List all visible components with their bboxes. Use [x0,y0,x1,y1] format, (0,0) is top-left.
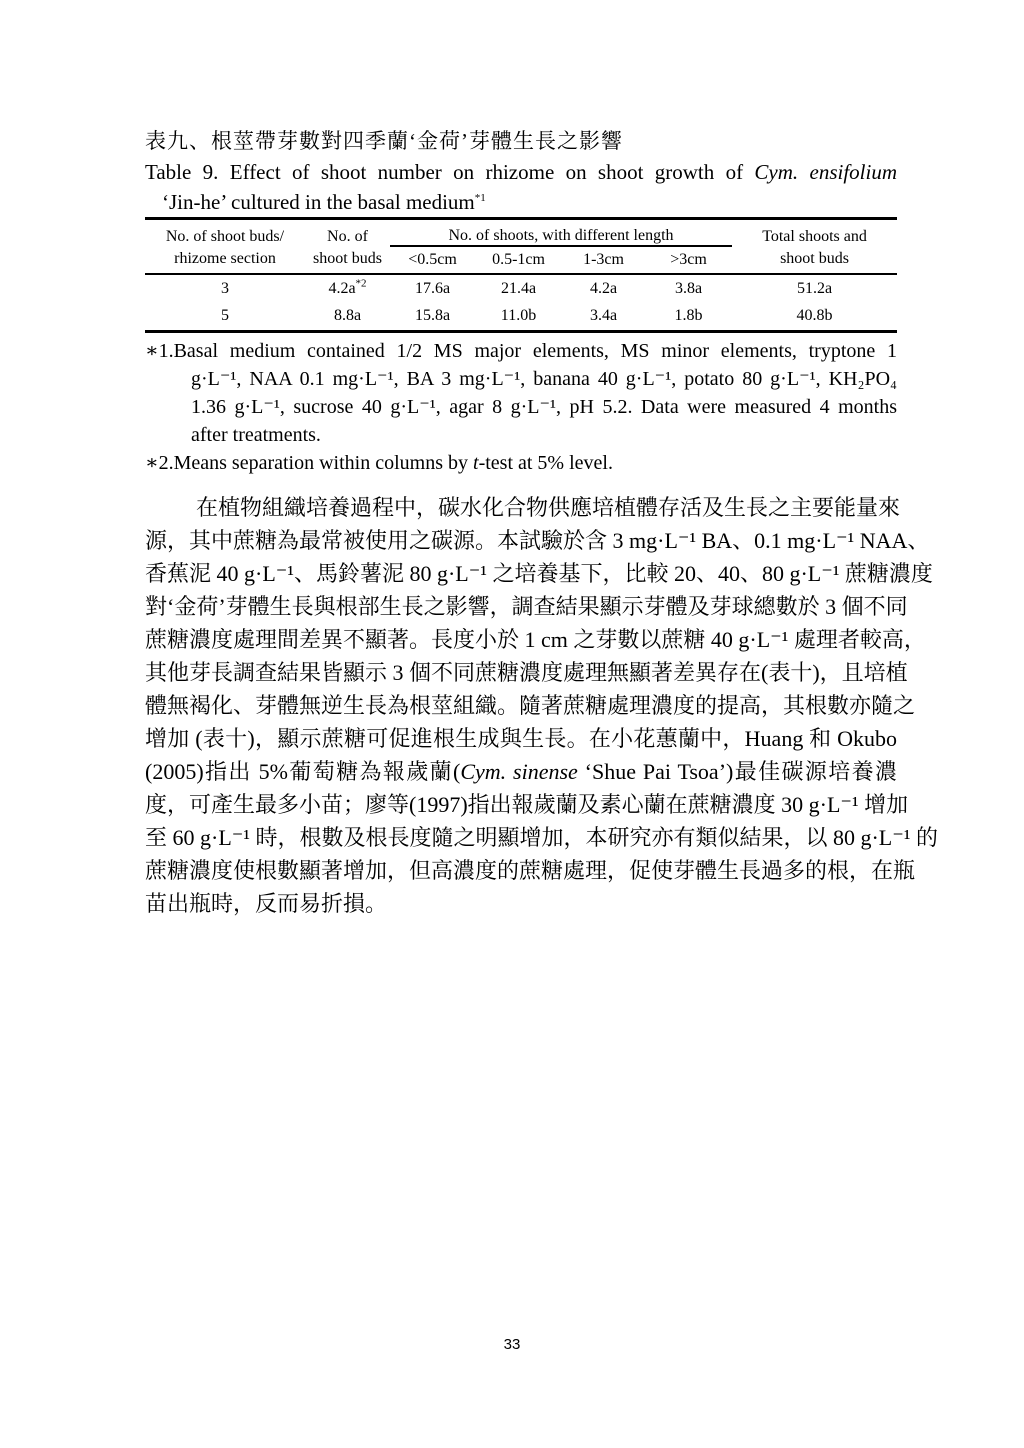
table-row [145,303,897,332]
table-cell: 51.2a [796,279,833,297]
th-shoots-length-spanner: No. of shoots, with different length [390,219,732,246]
species-italic: Cym. sinense [460,759,578,784]
th-shoot-buds-per-rhizome-l2: rhizome section [145,246,305,274]
cell-value: 8.8a [333,307,362,325]
paragraph-line: 體無褐化、芽體無逆生長為根莖組織。隨著蔗糖處理濃度的提高，其根數亦隨之 [145,693,916,718]
paragraph-line: 對‘金荷’芽體生長與根部生長之影響，調查結果顯示芽體及芽球總數於 3 個不同 [145,594,908,619]
paragraph-line: 其他芽長調查結果皆顯示 3 個不同蔗糖濃度處理無顯著差異存在(表十)，且培植 [145,660,908,685]
th-length-05-1cm: 0.5-1cm [475,246,562,274]
paragraph-line: 源，其中蔗糖為最常被使用之碳源。本試驗於含 3 mg·L⁻¹ BA、0.1 mg·L⁻¹ NAA、 [145,528,930,553]
header-row-1 [145,219,897,246]
paragraph-line: 蔗糖濃度處理間差異不顯著。長度小於 1 cm 之芽數以蔗糖 40 g·L⁻¹ 處理者較高， [145,627,926,652]
page-content [145,126,938,920]
table-cell [305,274,390,303]
paragraph-text: ‘Shue Pai Tsoa’)最佳碳源培養濃 [577,759,897,784]
caption-text: Table 9. Effect of shoot number on rhizome on shoot growth of [145,160,755,184]
paragraph-line: 蔗糖濃度使根數顯著增加，但高濃度的蔗糖處理，促使芽體生長過多的根，在瓶 [145,858,916,883]
footnote-2-text: ∗2.Means separation within columns by [145,452,473,474]
paragraph-text: (2005)指出 5%葡萄糖為報歲蘭( [145,759,461,784]
table-cell: 3 [221,279,229,297]
th-no-of-shoot-buds-l2: shoot buds [305,246,390,274]
table-cell: 5 [221,307,229,325]
table-cell: 15.8a [414,307,451,325]
paragraph-line: 在植物組織培養過程中，碳水化合物供應培植體存活及生長之主要能量來 [196,495,901,520]
caption-text: ‘Jin-he’ cultured in the basal medium [162,190,475,214]
t-test-italic: t [473,452,479,474]
results-table [145,217,897,333]
footnote-marker-2: *2 [355,277,367,290]
table-cell: 40.8b [796,307,833,325]
th-total-shoots-l2: shoot buds [732,246,897,274]
footnote-2 [145,449,897,477]
paragraph-line: 至 60 g·L⁻¹ 時，根數及根長度隨之明顯增加，本研究亦有類似結果，以 80 g·L⁻¹ 的 [145,825,938,850]
table-title-zh: 表九、根莖帶芽數對四季蘭‘金荷’芽體生長之影響 [145,129,623,153]
table-cell: 21.4a [500,279,537,297]
th-length-gt-3cm: >3cm [645,246,732,274]
th-length-1-3cm: 1-3cm [562,246,645,274]
table-cell: 1.8b [674,307,703,325]
footnote-1-line-3: 1.36 g·L⁻¹, sucrose 40 g·L⁻¹, agar 8 g·L⁻¹, pH 5.2. Data were measured 4 months [191,396,897,418]
table-cell: 4.2a [589,279,618,297]
th-length-lt-05cm: <0.5cm [390,246,475,274]
footnote-2-text: -test at 5% level. [478,452,613,474]
table-cell: 17.6a [414,279,451,297]
table-row [145,274,897,303]
body-paragraph [145,491,938,920]
footnote-1-line-4: after treatments. [191,424,321,446]
footnote-1-line-2: g·L⁻¹, NAA 0.1 mg·L⁻¹, BA 3 mg·L⁻¹, banana 40 g·L⁻¹, potato 80 g·L⁻¹, KH₂PO₄ [191,368,897,390]
paragraph-line [145,755,897,788]
paragraph-line: 香蕉泥 40 g·L⁻¹、馬鈴薯泥 80 g·L⁻¹ 之培養基下，比較 20、40、80 g·L⁻¹ 蔗糖濃度 [145,561,933,586]
table-caption-line-1 [145,157,897,187]
caption-species-italic: Cym. ensifolium [754,160,897,184]
table-cell: 3.8a [674,279,703,297]
th-no-of-shoot-buds-l1: No. of [327,227,368,245]
table-caption-line-2 [145,187,897,217]
page-number: 33 [503,1336,521,1353]
paragraph-line: 增加 (表十)，顯示蔗糖可促進根生成與生長。在小花蕙蘭中，Huang 和 Okubo [145,726,897,751]
table-cell [305,303,390,332]
paragraph-line: 度，可產生最多小苗；廖等(1997)指出報歲蘭及素心蘭在蔗糖濃度 30 g·L⁻¹ 增加 [145,792,909,817]
table-cell: 3.4a [589,307,618,325]
footnote-1-line-1: ∗1.Basal medium contained 1/2 MS major elements, MS minor elements, tryptone 1 [145,340,897,362]
th-total-shoots-l1: Total shoots and [762,227,867,245]
table-cell: 11.0b [500,307,537,325]
th-shoot-buds-per-rhizome-l1: No. of shoot buds/ [165,227,285,245]
paragraph-line: 苗出瓶時，反而易折損。 [145,891,388,916]
header-row-2 [145,246,897,274]
footnote-marker-1: *1 [474,192,486,204]
cell-value: 4.2a [328,279,356,297]
table-footnotes [145,337,897,477]
